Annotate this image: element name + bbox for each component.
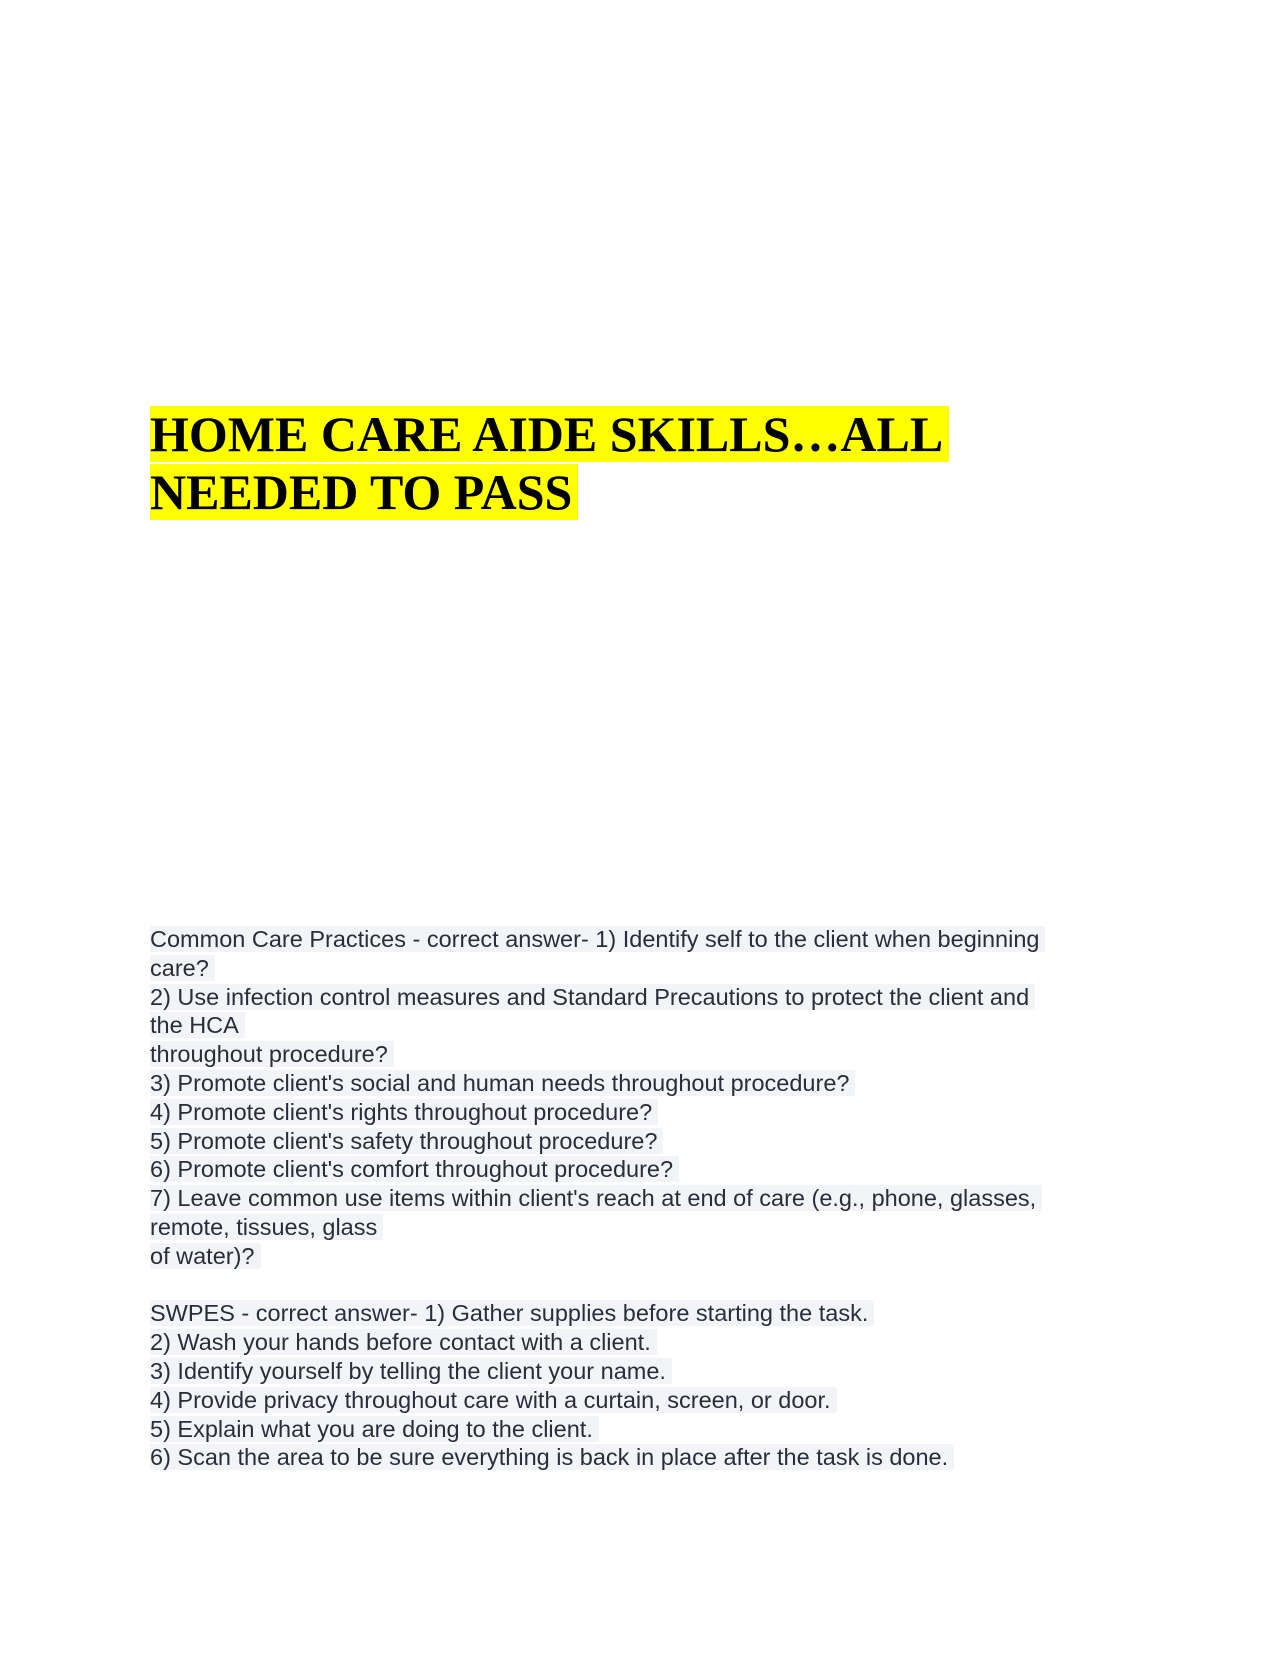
body-line: 4) Provide privacy throughout care with a curtain, screen, or door. (150, 1386, 1130, 1415)
body-line: SWPES - correct answer- 1) Gather supplies before starting the task. (150, 1299, 1130, 1328)
body-line: the HCA (150, 1011, 1130, 1040)
body-line: 3) Identify yourself by telling the client your name. (150, 1357, 1130, 1386)
body-line: 2) Wash your hands before contact with a client. (150, 1328, 1130, 1357)
document-body (150, 925, 1130, 1472)
title-line-1: HOME CARE AIDE SKILLS…ALL (150, 406, 949, 462)
body-line: of water)? (150, 1242, 1130, 1271)
body-line: 7) Leave common use items within client's reach at end of care (e.g., phone, glasses, (150, 1184, 1130, 1213)
paragraph-gap (150, 1271, 1130, 1300)
body-line: throughout procedure? (150, 1040, 1130, 1069)
body-line: care? (150, 954, 1130, 983)
body-line: 3) Promote client's social and human needs throughout procedure? (150, 1069, 1130, 1098)
body-line: 5) Explain what you are doing to the client. (150, 1415, 1130, 1444)
body-line: remote, tissues, glass (150, 1213, 1130, 1242)
body-line: 6) Scan the area to be sure everything is back in place after the task is done. (150, 1443, 1130, 1472)
document-title (150, 405, 1110, 521)
body-line: 4) Promote client's rights throughout procedure? (150, 1098, 1130, 1127)
body-line: 5) Promote client's safety throughout procedure? (150, 1127, 1130, 1156)
body-line: 6) Promote client's comfort throughout procedure? (150, 1155, 1130, 1184)
section-swpes (150, 1299, 1130, 1472)
body-line: 2) Use infection control measures and Standard Precautions to protect the client and (150, 983, 1130, 1012)
body-line: Common Care Practices - correct answer- 1) Identify self to the client when beginning (150, 925, 1130, 954)
title-line-2: NEEDED TO PASS (150, 464, 578, 520)
section-common-care-practices (150, 925, 1130, 1271)
